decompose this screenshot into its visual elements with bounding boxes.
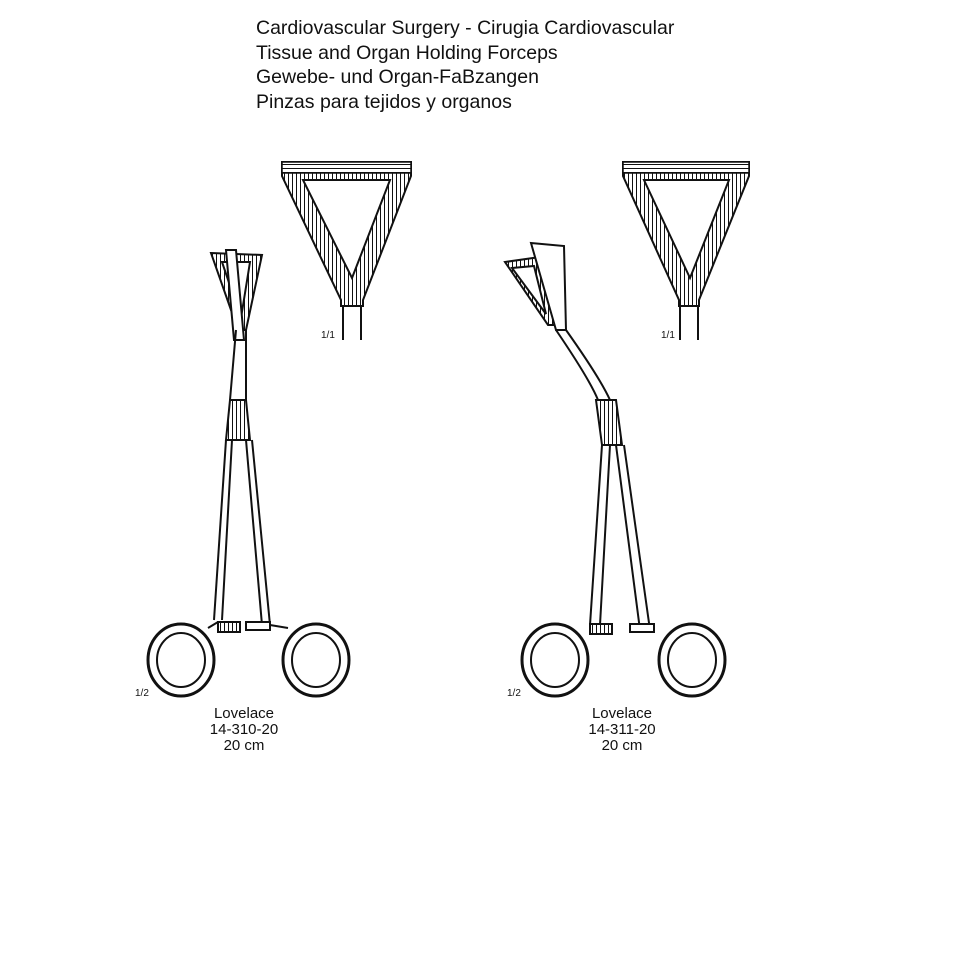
header-line-english: Tissue and Organ Holding Forceps [256, 41, 558, 64]
jaw-detail-curved [623, 162, 749, 340]
header-line-spanish: Pinzas para tejidos y organos [256, 90, 512, 113]
tool-scale-label-right: 1/2 [507, 688, 521, 699]
header-line-title: Cardiovascular Surgery - Cirugia Cardiovascular [256, 17, 675, 39]
product-length: 20 cm [601, 737, 643, 754]
jaw-detail-straight [282, 162, 411, 340]
product-length: 20 cm [223, 737, 265, 754]
product-caption-left [174, 706, 314, 754]
detail-scale-label-right: 1/1 [661, 330, 675, 341]
forceps-straight [148, 250, 349, 696]
forceps-curved [505, 243, 725, 696]
product-code: 14-311-20 [588, 721, 656, 738]
header-line-german: Gewebe- und Organ-FaBzangen [256, 66, 539, 88]
product-name: Lovelace [591, 705, 653, 722]
product-code: 14-310-20 [209, 721, 279, 738]
detail-scale-label-left: 1/1 [321, 330, 335, 341]
tool-scale-label-left: 1/2 [135, 688, 149, 699]
product-caption-right [552, 706, 692, 754]
product-name: Lovelace [213, 705, 275, 722]
